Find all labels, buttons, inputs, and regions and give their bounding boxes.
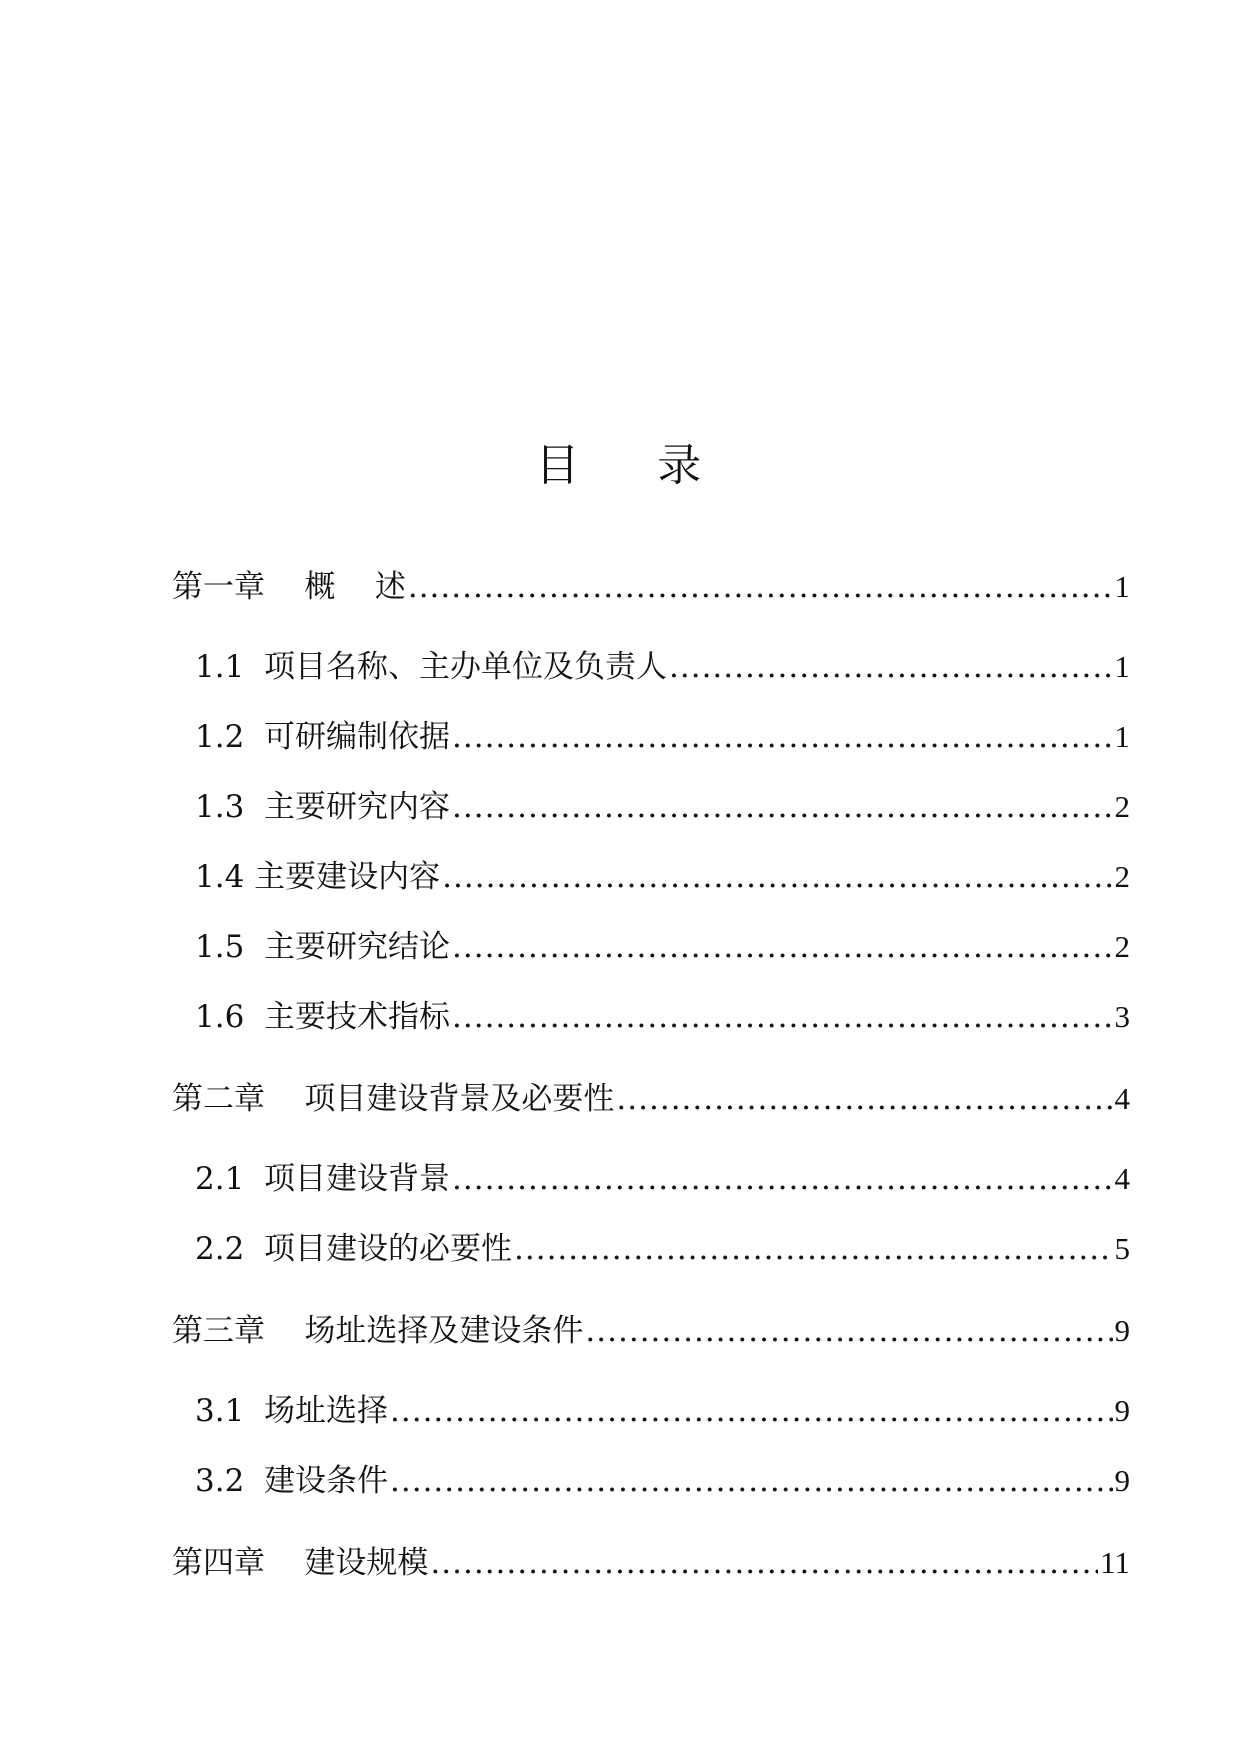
toc-page-number: 1 [1114, 649, 1130, 684]
toc-entry-section-1-6[interactable] [195, 995, 1130, 1039]
toc-entry-section-1-1[interactable] [195, 645, 1130, 689]
toc-entry-label: 3.2 建设条件 [195, 1463, 389, 1499]
toc-entry-label: 1.5 主要研究结论 [195, 929, 451, 965]
page-title: 目 录 [535, 440, 706, 491]
toc-entry-label: 1.6 主要技术指标 [195, 999, 451, 1035]
toc-page-number: 11 [1100, 1545, 1130, 1580]
toc-page-number: 3 [1114, 999, 1130, 1034]
toc-page-number: 5 [1114, 1231, 1130, 1266]
toc-dot-leader [452, 925, 1112, 969]
toc-entry-label: 第一章 概 述 [172, 569, 406, 605]
toc-dot-leader [669, 645, 1112, 689]
toc-page-number: 2 [1114, 789, 1130, 824]
toc-entry-label: 1.3 主要研究内容 [195, 789, 451, 825]
toc-dot-leader [430, 1541, 1098, 1585]
toc-dot-leader [514, 1227, 1112, 1271]
toc-page-number: 9 [1114, 1313, 1130, 1348]
toc-page-number: 9 [1114, 1463, 1130, 1498]
toc-entry-label: 2.1 项目建设背景 [195, 1161, 451, 1197]
toc-entry-chapter-3[interactable] [172, 1309, 1130, 1353]
toc-entry-chapter-4[interactable] [172, 1541, 1130, 1585]
toc-entry-label: 3.1 场址选择 [195, 1393, 389, 1429]
toc-entry-label: 第三章 场址选择及建设条件 [172, 1313, 584, 1349]
toc-dot-leader [452, 1157, 1112, 1201]
toc-page-number: 9 [1114, 1393, 1130, 1428]
toc-entry-section-2-1[interactable] [195, 1157, 1130, 1201]
toc-entry-label: 1.4 主要建设内容 [195, 859, 441, 895]
toc-dot-leader [616, 1077, 1112, 1121]
toc-entry-label: 第二章 项目建设背景及必要性 [172, 1081, 615, 1117]
toc-dot-leader [408, 565, 1113, 609]
toc-entry-section-1-5[interactable] [195, 925, 1130, 969]
toc-page-number: 2 [1114, 859, 1130, 894]
toc-dot-leader [452, 785, 1112, 829]
toc-dot-leader [442, 855, 1112, 899]
toc-entry-label: 2.2 项目建设的必要性 [195, 1231, 513, 1267]
toc-entry-label: 第四章 建设规模 [172, 1545, 429, 1581]
toc-entry-section-3-2[interactable] [195, 1459, 1130, 1503]
toc-dot-leader [585, 1309, 1112, 1353]
toc-entry-section-3-1[interactable] [195, 1389, 1130, 1433]
toc-dot-leader [390, 1389, 1112, 1433]
toc-entry-label: 1.2 可研编制依据 [195, 719, 451, 755]
toc-entry-chapter-2[interactable] [172, 1077, 1130, 1121]
toc-entry-section-1-2[interactable] [195, 715, 1130, 759]
toc-page-number: 4 [1114, 1161, 1130, 1196]
toc-page-number: 4 [1114, 1081, 1130, 1116]
toc-dot-leader [390, 1459, 1112, 1503]
toc-entry-section-1-3[interactable] [195, 785, 1130, 829]
toc-dot-leader [452, 995, 1112, 1039]
toc-entry-section-1-4[interactable] [195, 855, 1130, 899]
toc-page-number: 2 [1114, 929, 1130, 964]
toc-dot-leader [452, 715, 1112, 759]
toc-entry-section-2-2[interactable] [195, 1227, 1130, 1271]
toc-entry-label: 1.1 项目名称、主办单位及负责人 [195, 649, 668, 685]
toc-page-number: 1 [1114, 719, 1130, 754]
toc-entry-chapter-1[interactable] [172, 565, 1130, 609]
toc-page-number: 1 [1114, 569, 1130, 604]
